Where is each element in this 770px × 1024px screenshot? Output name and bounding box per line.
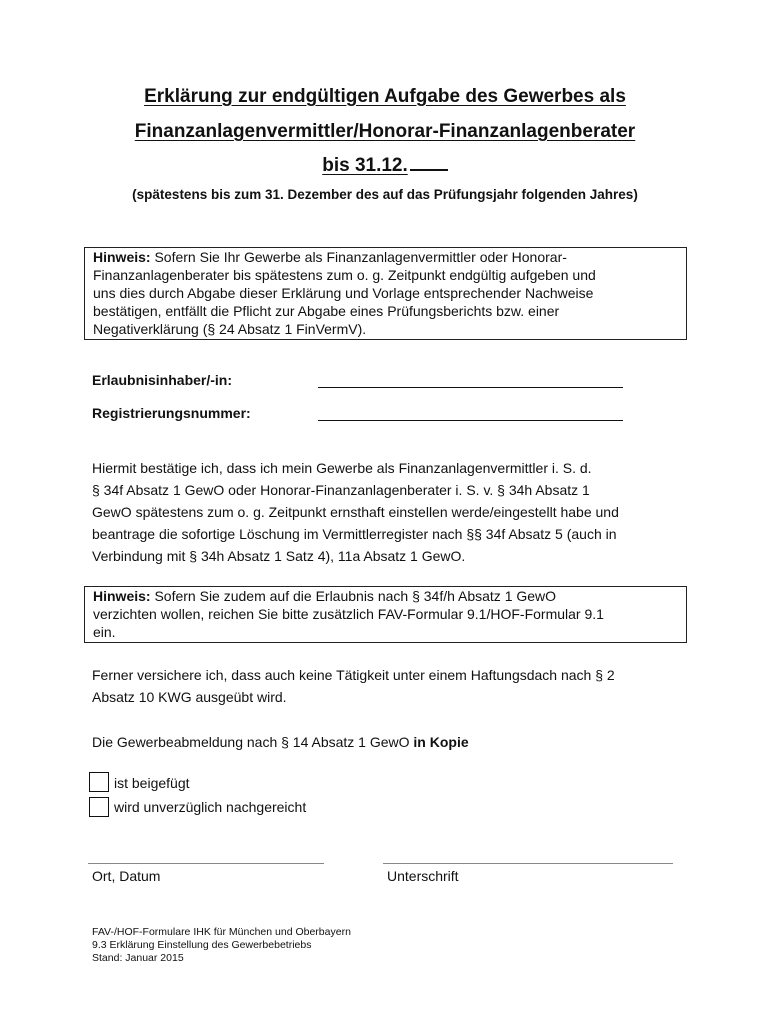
notice-1-line [93,248,678,266]
holder-field-input[interactable] [318,371,623,388]
document-footer [92,926,351,965]
signature-field[interactable] [383,863,673,864]
notice-2-label: Hinweis: [93,588,151,604]
deregistration-statement [92,731,680,753]
assurance-line: Absatz 10 KWG ausgeübt wird. [92,689,287,705]
registration-field-input[interactable] [318,404,623,421]
notice-box-2 [84,586,687,643]
attached-option-label: ist beigefügt [114,775,190,791]
document-title-line-2: Finanzanlagenvermittler/Honorar-Finanzanlagenberater [134,121,636,142]
document-title-line-3 [0,155,770,177]
to-follow-checkbox[interactable] [89,797,109,817]
signature-label: Unterschrift [387,868,459,884]
confirmation-line: Hiermit bestätige ich, dass ich mein Gewerbe als Finanzanlagenvermittler i. S. d. [92,460,592,476]
notice-1-text: Sofern Sie Ihr Gewerbe als Finanzanlagenvermittler oder Honorar- [154,249,567,265]
notice-2-text: Sofern Sie zudem auf die Erlaubnis nach § 34f/h Absatz 1 GewO [154,588,557,604]
deregistration-emphasis: in Kopie [413,734,469,750]
confirmation-line: § 34f Absatz 1 GewO oder Honorar-Finanzanlagenberater i. S. v. § 34h Absatz 1 [92,482,590,498]
notice-1-line: Finanzanlagenberater bis spätestens zum o. g. Zeitpunkt endgültig aufgeben und [93,267,596,283]
notice-2-line: verzichten wollen, reichen Sie bitte zusätzlich FAV-Formular 9.1/HOF-Formular 9.1 [93,606,604,622]
deadline-year-blank[interactable] [410,169,448,171]
document-subtitle: (spätestens bis zum 31. Dezember des auf das Prüfungsjahr folgenden Jahres) [132,187,638,202]
confirmation-line: Verbindung mit § 34h Absatz 1 Satz 4), 11a Absatz 1 GewO. [92,548,466,564]
document-title-line-1: Erklärung zur endgültigen Aufgabe des Gewerbes als [144,86,626,107]
to-follow-option-label: wird unverzüglich nachgereicht [114,799,307,815]
assurance-paragraph [92,664,680,708]
confirmation-paragraph [92,457,680,567]
footer-line: FAV-/HOF-Formulare IHK für München und Oberbayern [92,926,351,938]
assurance-line: Ferner versichere ich, dass auch keine Tätigkeit unter einem Haftungsdach nach § 2 [92,667,615,683]
notice-2-line [93,587,678,605]
registration-field-label: Registrierungsnummer: [92,405,251,421]
confirmation-line: GewO spätestens zum o. g. Zeitpunkt ernsthaft einstellen werde/eingestellt habe und [92,504,619,520]
footer-line: 9.3 Erklärung Einstellung des Gewerbebetriebs [92,939,312,951]
deadline-label: bis 31.12. [322,155,408,176]
deregistration-text: Die Gewerbeabmeldung nach § 14 Absatz 1 GewO [92,734,410,750]
attached-checkbox[interactable] [89,772,109,792]
place-date-field[interactable] [88,863,324,864]
footer-line: Stand: Januar 2015 [92,952,184,964]
notice-box-1 [84,247,687,340]
notice-1-line: Negativerklärung (§ 24 Absatz 1 FinVermV). [93,321,367,337]
notice-1-line: uns dies durch Abgabe dieser Erklärung und Vorlage entsprechender Nachweise [93,285,594,301]
notice-1-label: Hinweis: [93,249,151,265]
place-date-label: Ort, Datum [92,868,161,884]
holder-field-label: Erlaubnisinhaber/-in: [92,372,233,388]
notice-1-line: bestätigen, entfällt die Pflicht zur Abgabe eines Prüfungsberichts bzw. einer [93,303,560,319]
confirmation-line: beantrage die sofortige Löschung im Vermittlerregister nach §§ 34f Absatz 5 (auch in [92,526,617,542]
notice-2-line: ein. [93,624,116,640]
